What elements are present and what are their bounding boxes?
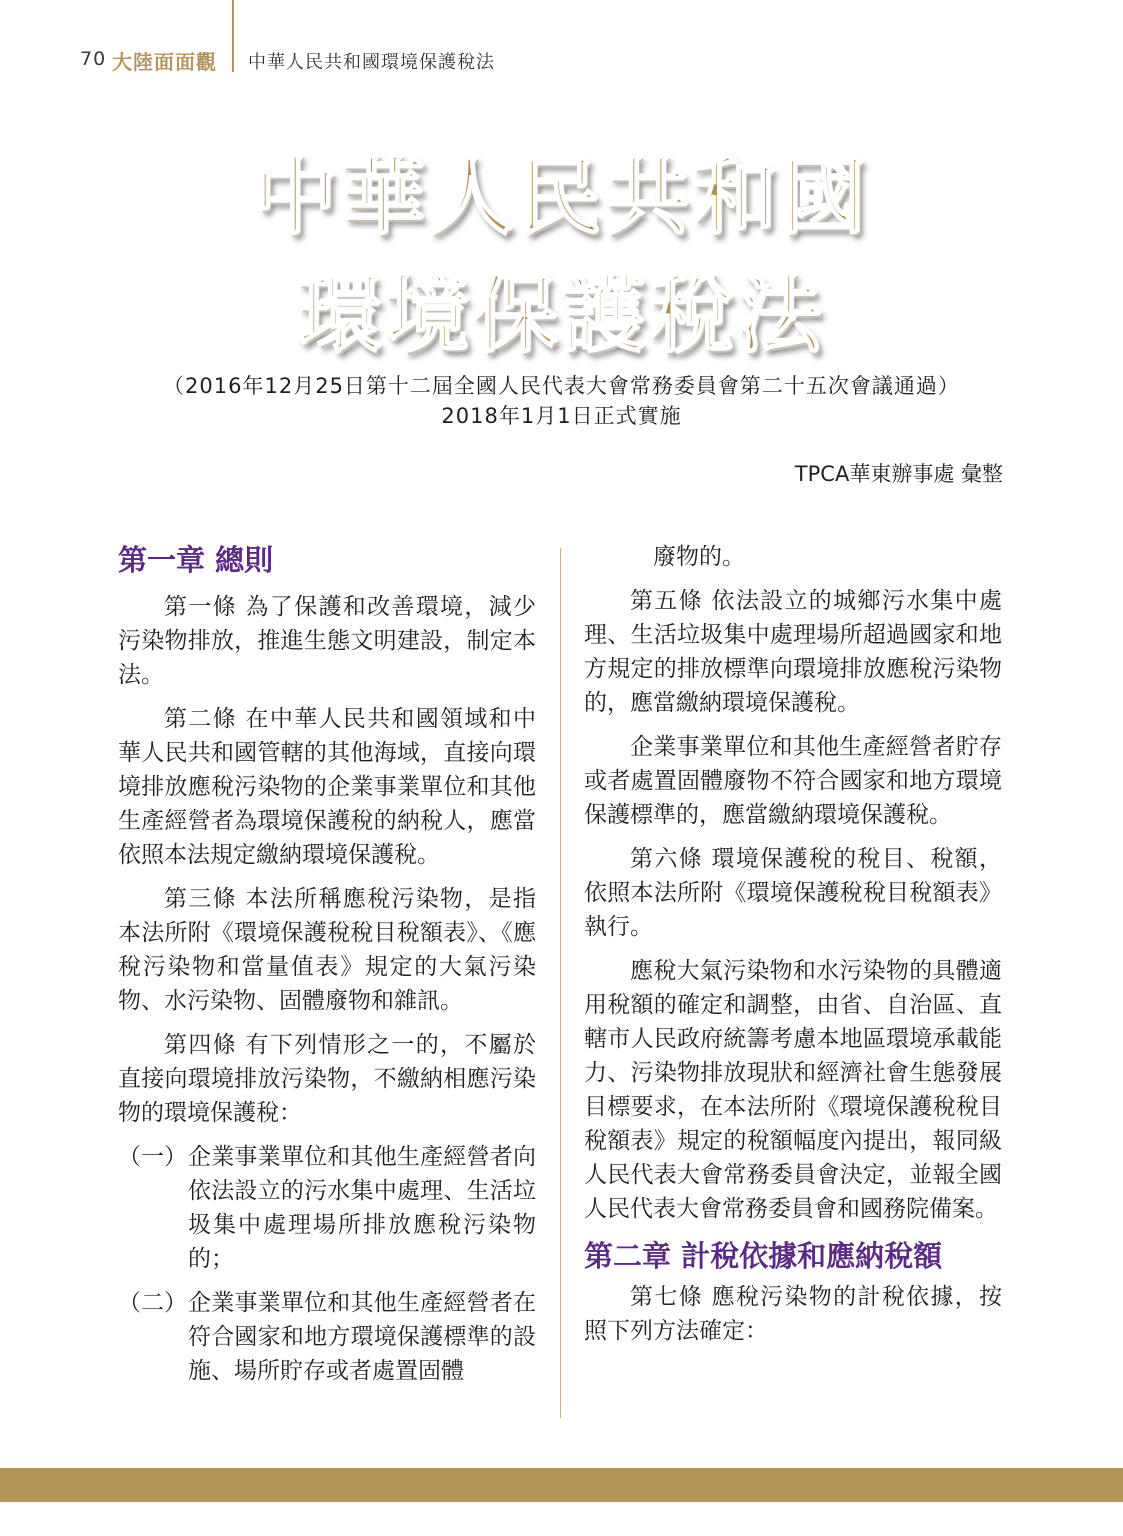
section-name: 中華人民共和國環境保護稅法	[248, 52, 495, 73]
chapter-2-heading: 第二章 計稅依據和應納稅額	[584, 1239, 943, 1273]
article-4: 第四條 有下列情形之一的，不屬於直接向環境排放污染物，不繳納相應污染物的環境保護稅：	[118, 1032, 536, 1126]
article-6: 第六條 環境保護稅的稅目、稅額，依照本法所附《環境保護稅稅目稅額表》執行。	[584, 846, 1002, 940]
effective-date: 2018年1月1日正式實施	[441, 404, 682, 428]
page-number: 70	[80, 48, 107, 70]
column-divider	[560, 548, 561, 1418]
title-line-1: 中華人民共和國	[253, 147, 870, 246]
item-text: 企業事業單位和其他生產經營者在符合國家和地方環境保護標準的設施、場所貯存或者處置固體	[188, 1290, 536, 1384]
page-header	[0, 0, 1123, 90]
magazine-name: 大陸面面觀	[112, 50, 217, 74]
passed-note: （2016年12月25日第十二屆全國人民代表大會常務委員會第二十五次會議通過）	[163, 374, 960, 398]
header-divider	[232, 0, 234, 72]
compiler-credit: TPCA華東辦事處 彙整	[794, 462, 1003, 486]
article-7: 第七條 應稅污染物的計稅依據，按照下列方法確定：	[584, 1284, 1002, 1344]
article-6-paragraph-2: 應稅大氣污染物和水污染物的具體適用稅額的確定和調整，由省、自治區、直轄市人民政府統籌考慮本地區環境承載能力、污染物排放現狀和經濟社會生態發展目標要求，在本法所附《環境保護稅稅目稅額表》規定的稅額幅度內提出，報同級人民代表大會常務委員會決定，並報全國人民代表大會常務委員會和國務院備案。	[584, 958, 1002, 1222]
chapter-1-heading: 第一章 總則	[118, 543, 274, 577]
footer-bar	[0, 1468, 1123, 1502]
article-5-paragraph-2: 企業事業單位和其他生產經營者貯存或者處置固體廢物不符合國家和地方環境保護標準的，應當繳納環境保護稅。	[584, 734, 1002, 828]
title-line-2: 環境保護稅法	[297, 265, 826, 364]
article-2: 第二條 在中華人民共和國領域和中華人民共和國管轄的其他海域，直接向環境排放應稅污染物的企業事業單位和其他生產經營者為環境保護稅的納稅人，應當依照本法規定繳納環境保護稅。	[118, 706, 536, 868]
list-item	[118, 1286, 536, 1388]
item-text: 企業事業單位和其他生產經營者向依法設立的污水集中處理、生活垃圾集中處理場所排放應稅污染物的；	[188, 1144, 536, 1272]
article-3: 第三條 本法所稱應稅污染物，是指本法所附《環境保護稅稅目稅額表》、《應稅污染物和當量值表》規定的大氣污染物、水污染物、固體廢物和雜訊。	[118, 886, 536, 1014]
left-column	[118, 540, 536, 1398]
item-marker: （二）	[118, 1290, 187, 1316]
right-column	[584, 540, 1002, 1358]
article-1: 第一條 為了保護和改善環境，減少污染物排放，推進生態文明建設，制定本法。	[118, 594, 536, 688]
item-marker: （一）	[118, 1144, 187, 1170]
article-5: 第五條 依法設立的城鄉污水集中處理、生活垃圾集中處理場所超過國家和地方規定的排放標準向環境排放應稅污染物的，應當繳納環境保護稅。	[584, 588, 1002, 716]
item-2-continuation: 廢物的。	[653, 544, 745, 570]
list-item	[118, 1140, 536, 1276]
